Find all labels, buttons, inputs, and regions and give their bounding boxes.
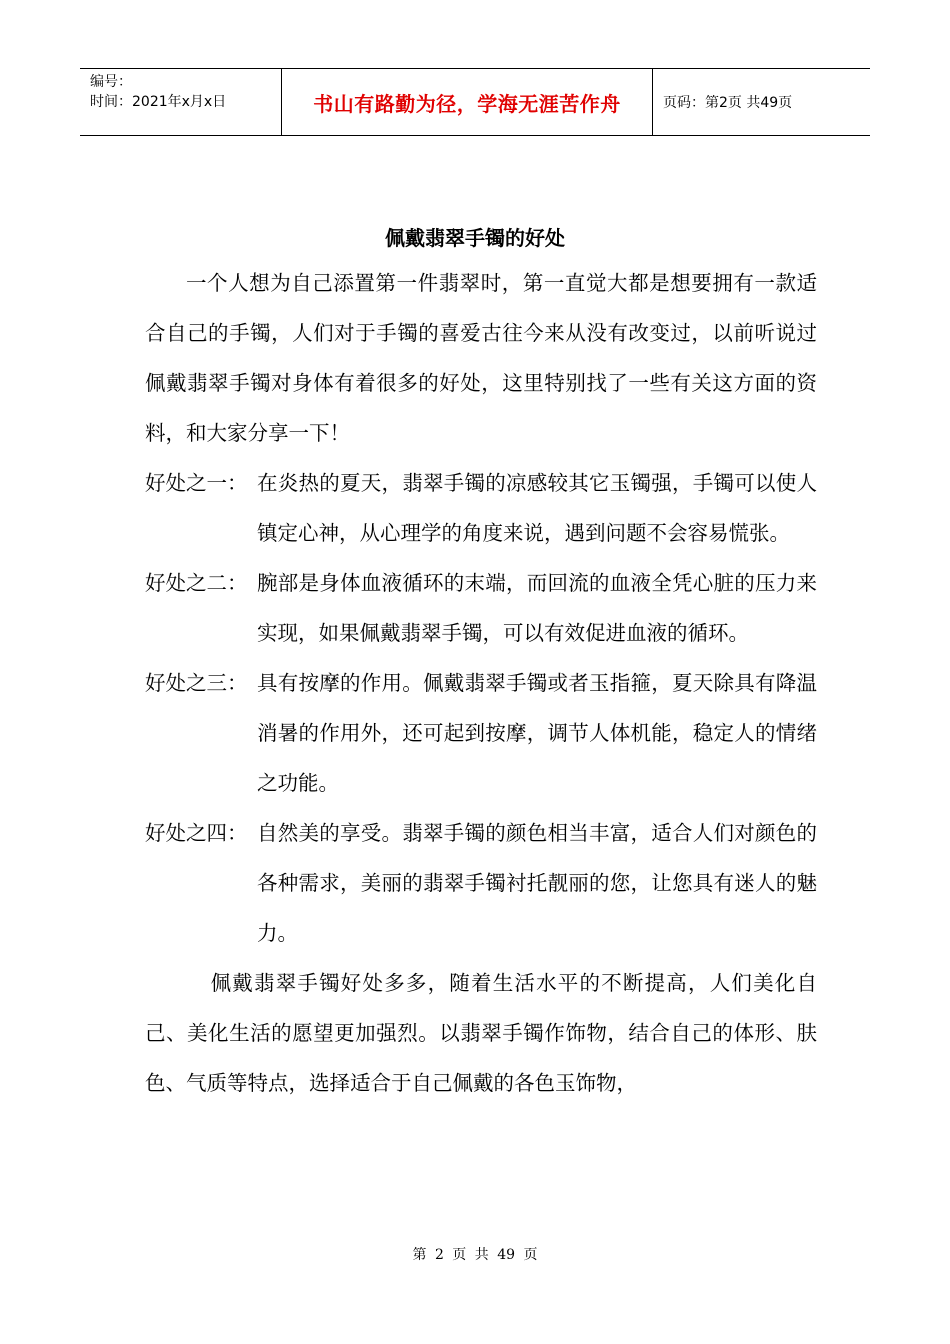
benefit-item-1 xyxy=(145,458,817,558)
benefit-label: 好处之一： xyxy=(145,471,248,495)
document-body xyxy=(145,258,817,1108)
closing-paragraph: 佩戴翡翠手镯好处多多，随着生活水平的不断提高，人们美化自己、美化生活的愿望更加强烈。以翡翠手镯作饰物，结合自己的体形、肤色、气质等特点，选择适合于自己佩戴的各色玉饰物， xyxy=(145,971,817,1095)
header-motto: 书山有路勤为径，学海无涯苦作舟 xyxy=(313,91,621,116)
benefit-text: 自然美的享受。翡翠手镯的颜色相当丰富，适合人们对颜色的各种需求，美丽的翡翠手镯衬托靓丽的您，让您具有迷人的魅力。 xyxy=(257,821,817,945)
benefit-item-2 xyxy=(145,558,817,658)
benefit-text: 腕部是身体血液循环的末端，而回流的血液全凭心脏的压力来实现，如果佩戴翡翠手镯，可以有效促进血液的循环。 xyxy=(257,571,817,645)
document-title: 佩戴翡翠手镯的好处 xyxy=(385,226,565,250)
benefit-label: 好处之三： xyxy=(145,671,248,695)
benefit-label: 好处之二： xyxy=(145,571,248,595)
benefit-text: 具有按摩的作用。佩戴翡翠手镯或者玉指箍，夏天除具有降温消暑的作用外，还可起到按摩，调节人体机能，稳定人的情绪之功能。 xyxy=(257,671,817,795)
header-page-info: 页码：第2页 共49页 xyxy=(663,95,793,111)
document-date: 时间：2021年x月x日 xyxy=(90,94,227,110)
benefit-item-4 xyxy=(145,808,817,958)
benefit-item-3 xyxy=(145,658,817,808)
page-footer: 第 2 页 共 49 页 xyxy=(412,1247,538,1263)
header-motto-cell xyxy=(282,69,653,135)
header-table xyxy=(80,68,870,136)
benefit-label: 好处之四： xyxy=(145,821,248,845)
header-meta-cell xyxy=(80,69,282,135)
intro-paragraph: 一个人想为自己添置第一件翡翠时，第一直觉大都是想要拥有一款适合自己的手镯，人们对于手镯的喜爱古往今来从没有改变过，以前听说过佩戴翡翠手镯对身体有着很多的好处，这里特别找了一些有关这方面的资料，和大家分享一下！ xyxy=(145,271,817,445)
benefit-text: 在炎热的夏天，翡翠手镯的凉感较其它玉镯强，手镯可以使人镇定心神，从心理学的角度来说，遇到问题不会容易慌张。 xyxy=(257,471,817,545)
header-page-cell xyxy=(653,69,870,135)
document-number-label: 编号： xyxy=(90,74,132,90)
